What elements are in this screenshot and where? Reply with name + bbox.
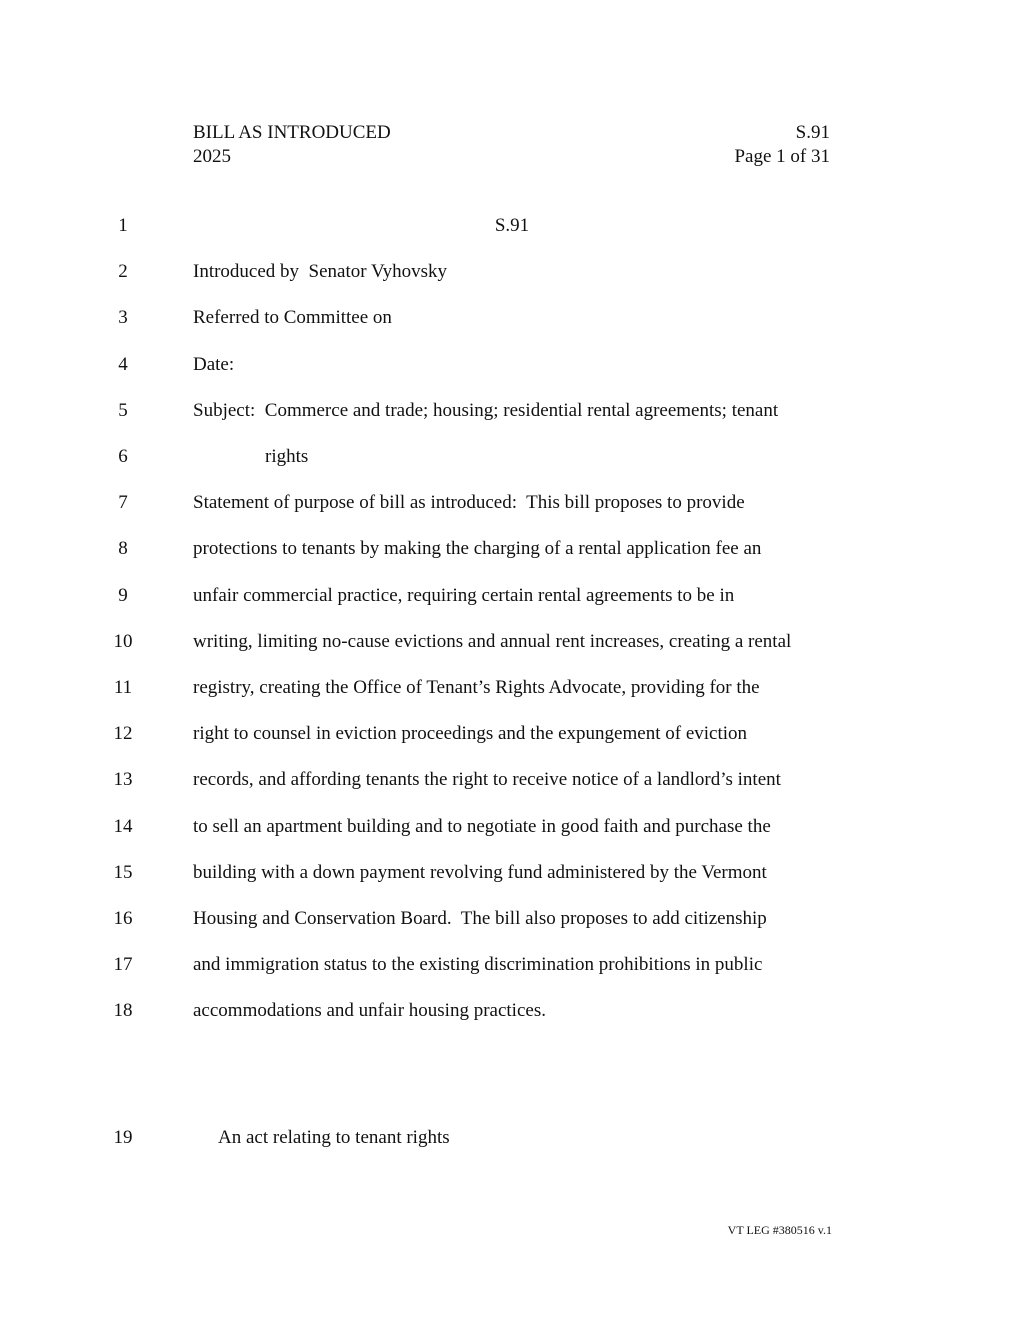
line-number: 2: [118, 261, 128, 282]
line-number: 15: [113, 862, 133, 883]
header-bill-status: BILL AS INTRODUCED: [193, 122, 391, 143]
referred-to-committee: Referred to Committee on: [193, 307, 392, 328]
statement-of-purpose-line: Housing and Conservation Board. The bill also proposes to add citizenship: [193, 908, 767, 929]
line-number: 16: [113, 908, 133, 929]
header-bill-number: S.91: [795, 122, 830, 143]
statement-of-purpose-line: Statement of purpose of bill as introduced: This bill proposes to provide: [193, 492, 745, 513]
line-number: 5: [118, 400, 128, 421]
date-line: Date:: [193, 354, 235, 375]
statement-of-purpose-line: records, and affording tenants the right to receive notice of a landlord’s intent: [193, 769, 781, 790]
line-number: 10: [113, 631, 133, 652]
line-number: 3: [118, 307, 128, 328]
line-number: 12: [113, 723, 133, 744]
statement-of-purpose-line: registry, creating the Office of Tenant’s Rights Advocate, providing for the: [193, 677, 760, 698]
statement-of-purpose-line: accommodations and unfair housing practices.: [193, 1000, 546, 1021]
line-number: 17: [113, 954, 133, 975]
line-number: 9: [118, 585, 128, 606]
line-number: 13: [113, 769, 133, 790]
statement-of-purpose-line: to sell an apartment building and to negotiate in good faith and purchase the: [193, 816, 771, 837]
statement-of-purpose-line: building with a down payment revolving fund administered by the Vermont: [193, 862, 767, 883]
subject-continuation: rights: [265, 446, 309, 467]
line-number: 11: [113, 677, 133, 698]
header-page-number: Page 1 of 31: [734, 146, 830, 167]
bill-title: S.91: [494, 215, 530, 236]
line-number: 1: [118, 215, 128, 236]
line-number: 14: [113, 816, 133, 837]
introduced-by: Introduced by Senator Vyhovsky: [193, 261, 448, 282]
line-number: 4: [118, 354, 128, 375]
statement-of-purpose-line: writing, limiting no-cause evictions and annual rent increases, creating a rental: [193, 631, 792, 652]
line-number: 18: [113, 1000, 133, 1021]
subject-line: Subject: Commerce and trade; housing; residential rental agreements; tenant: [193, 400, 779, 421]
line-number: 6: [118, 446, 128, 467]
statement-of-purpose-line: protections to tenants by making the charging of a rental application fee an: [193, 538, 762, 559]
statement-of-purpose-line: right to counsel in eviction proceedings and the expungement of eviction: [193, 723, 748, 744]
line-number: 19: [113, 1127, 133, 1148]
footer-document-id: VT LEG #380516 v.1: [727, 1223, 832, 1237]
line-number: 8: [118, 538, 128, 559]
act-title: An act relating to tenant rights: [218, 1127, 450, 1148]
statement-of-purpose-line: and immigration status to the existing discrimination prohibitions in public: [193, 954, 763, 975]
line-number: 7: [118, 492, 128, 513]
statement-of-purpose-line: unfair commercial practice, requiring certain rental agreements to be in: [193, 585, 735, 606]
header-year: 2025: [193, 146, 231, 167]
